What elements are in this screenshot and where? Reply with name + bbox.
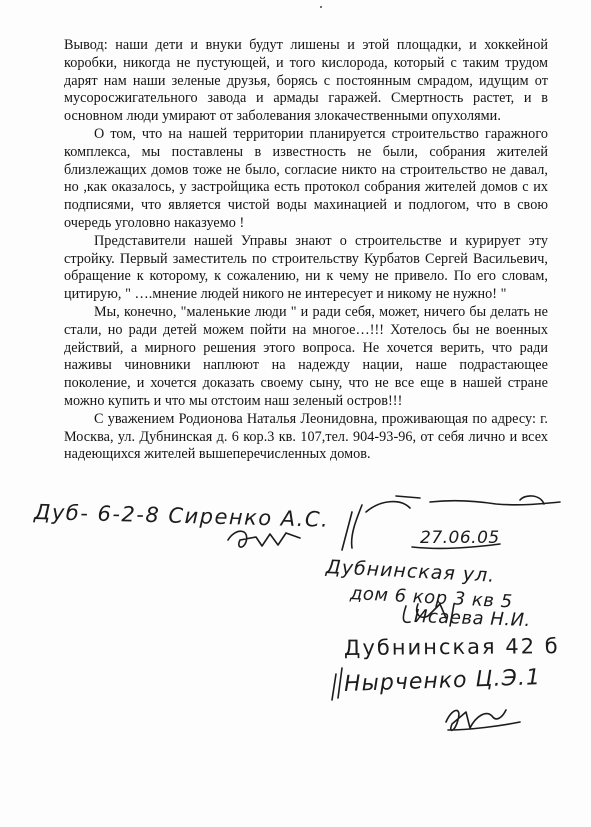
signature-scribble-sirenko [228,531,300,547]
handwritten-address: Дубнинская 42 б [343,634,560,660]
handwritten-signer-sirenko: Дуб- 6-2-8 Сиренко А.С. [33,500,330,532]
paragraph-signoff: С уважением Родионова Наталья Леонидовна, проживающая по адресу: г. Москва, ул. Дубнинская д. 6 кор.3 кв. 107,тел. 904-93-96, от себя лично и всех надеющихся жителей вышеперечисленных домов. [64,410,548,463]
handwritten-house: дом 6 кор 3 кв 5 [349,583,514,613]
handwritten-signer-nyrchenko: Нырченко Ц.Э.1 [343,665,542,697]
handwritten-street: Дубнинская ул. [325,556,496,587]
handwritten-signer-isaeva: Исаева Н.И. [413,606,532,632]
signature-scribble-nyrchenko [332,668,342,700]
paragraph-appeal: Мы, конечно, "маленькие люди " и ради себя, может, ничего бы делать не стали, но ради детей можем пойти на многое…!!! Хотелось бы не военных действий, а мирного решения этого вопроса. Не хочется верить, что ради наживы чиновники наплюют на надежду нации, наше подрастающее поколение, и хочется доказать своему сыну, что не все еще в нашей стране можно купить и что мы отстоим наш зеленый остров!!! [64,303,548,409]
paragraph-construction: О том, что на нашей территории планируется строительство гаражного комплекса, мы поставлены в известность не были, собрания жителей близлежащих домов тоже не было, согласие никто на строительство не давал, но ,как оказалось, у застройщика есть протокол собрания жителей домов с их подписями, что является чистой воды махинацией и подлогом, что в свою очередь уголовно наказуемо ! [64,125,548,231]
signature-underline-date [412,544,500,548]
paragraph-conclusion: Вывод: наши дети и внуки будут лишены и этой площадки, и хоккейной коробки, никогда не пустующей, и того кислорода, который с таким трудом дарят нам наши зеленые друзья, борясь с постоянным смрадом, идущим от мусоросжигательного завода и армады гаражей. Смертность растет, и в основном люди умирают от заболевания злокачественными опухолями. [64,37,548,125]
handwritten-date: 27.06.05 [420,528,500,548]
paragraph-council: Представители нашей Управы знают о строительстве и курирует эту стройку. Первый заместитель по строительству Курбатов Сергей Васильевич, обращение к которому, к сожалению, ни к чему не привело. По его словам, цитирую, " ….мнение людей никого не интересует и никому не нужно! " [64,232,548,303]
signature-scribble-isaeva [403,604,454,626]
signature-final-flourish [446,710,520,730]
signature-scribble-rodionova [342,496,560,550]
